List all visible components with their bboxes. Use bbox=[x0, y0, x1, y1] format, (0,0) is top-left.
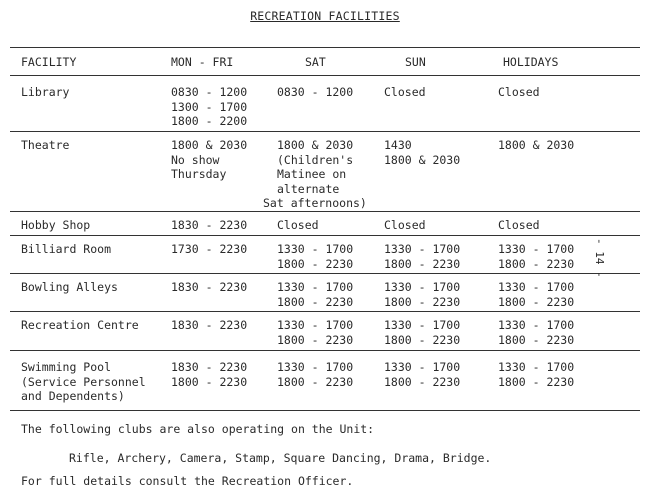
cell-line: 1800 & 2030 bbox=[171, 138, 248, 152]
clubs-intro: The following clubs are also operating on the Unit: bbox=[21, 422, 375, 436]
cell-line: Thursday bbox=[171, 167, 227, 181]
sat-cell bbox=[277, 242, 353, 271]
cell-line: 1430 bbox=[384, 138, 412, 152]
cell-line: 1730 - 2230 bbox=[171, 242, 248, 256]
cell-line: 1800 & 2030 bbox=[277, 138, 354, 152]
cell-line: 1330 - 1700 bbox=[498, 360, 575, 374]
facility-cell bbox=[21, 360, 146, 404]
facility-cell bbox=[21, 242, 111, 257]
mon-fri-cell bbox=[171, 280, 247, 295]
facility-cell bbox=[21, 280, 118, 295]
cell-line: 1330 - 1700 bbox=[498, 242, 575, 256]
cell-line: 1330 - 1700 bbox=[384, 280, 461, 294]
sat-cell bbox=[277, 360, 353, 389]
sun-cell bbox=[384, 318, 460, 347]
rule-header bbox=[10, 75, 640, 76]
cell-line: 1330 - 1700 bbox=[277, 242, 354, 256]
row-rule bbox=[10, 350, 640, 351]
sun-cell bbox=[384, 218, 426, 233]
sun-cell bbox=[384, 280, 460, 309]
mon-fri-cell bbox=[171, 360, 247, 389]
sat-cell bbox=[277, 85, 353, 100]
cell-line: 1330 - 1700 bbox=[277, 280, 354, 294]
cell-line: Closed bbox=[498, 85, 540, 99]
cell-line: 1830 - 2230 bbox=[171, 360, 248, 374]
cell-line: No show bbox=[171, 152, 220, 167]
cell-line: 1800 - 2230 bbox=[498, 374, 575, 389]
cell-line: Sat afternoons) bbox=[263, 196, 367, 210]
clubs-list: Rifle, Archery, Camera, Stamp, Square Dancing, Drama, Bridge. bbox=[69, 451, 492, 465]
cell-line: 1800 - 2230 bbox=[498, 294, 575, 309]
cell-line: 1800 - 2230 bbox=[384, 294, 461, 309]
holidays-cell bbox=[498, 218, 540, 233]
cell-line: 0830 - 1200 bbox=[171, 85, 248, 99]
cell-line: (Service Personnel bbox=[21, 374, 146, 389]
header-holidays: HOLIDAYS bbox=[503, 55, 559, 69]
holidays-cell bbox=[498, 280, 574, 309]
header-sat: SAT bbox=[305, 55, 326, 69]
holidays-cell bbox=[498, 318, 574, 347]
cell-line: alternate bbox=[277, 181, 340, 196]
row-rule bbox=[10, 273, 640, 274]
cell-line: 1800 - 2230 bbox=[277, 374, 354, 389]
cell-line: 1330 - 1700 bbox=[498, 318, 575, 332]
cell-line: Closed bbox=[384, 85, 426, 99]
sat-cell bbox=[277, 280, 353, 309]
cell-line: Billiard Room bbox=[21, 242, 112, 256]
cell-line: 1330 - 1700 bbox=[384, 360, 461, 374]
cell-line: Swimming Pool bbox=[21, 360, 112, 374]
sun-cell bbox=[384, 138, 460, 167]
sun-cell bbox=[384, 85, 426, 100]
row-rule bbox=[10, 211, 640, 212]
cell-line: 1300 - 1700 bbox=[171, 99, 248, 114]
cell-line: 1800 - 2230 bbox=[384, 256, 461, 271]
cell-line: (Children's bbox=[277, 152, 354, 167]
cell-line: Closed bbox=[498, 218, 540, 232]
cell-line: 1330 - 1700 bbox=[384, 318, 461, 332]
table-header bbox=[0, 55, 650, 71]
cell-line: 1800 - 2230 bbox=[277, 256, 354, 271]
rule-top bbox=[10, 47, 640, 48]
cell-line: 1800 - 2230 bbox=[277, 332, 354, 347]
page-number: - 14 - bbox=[593, 238, 606, 278]
cell-line: 1330 - 1700 bbox=[384, 242, 461, 256]
row-rule bbox=[10, 235, 640, 236]
cell-line: Matinee on bbox=[277, 167, 347, 181]
sat-cell bbox=[277, 318, 353, 347]
row-rule bbox=[10, 311, 640, 312]
sun-cell bbox=[384, 360, 460, 389]
cell-line: 1800 - 2200 bbox=[171, 114, 248, 128]
facility-cell bbox=[21, 138, 69, 153]
cell-line: 1830 - 2230 bbox=[171, 318, 248, 332]
mon-fri-cell bbox=[171, 242, 247, 257]
cell-line: 1800 - 2230 bbox=[384, 374, 461, 389]
cell-line: 1800 & 2030 bbox=[498, 138, 575, 152]
mon-fri-cell bbox=[171, 318, 247, 333]
cell-line: 1330 - 1700 bbox=[498, 280, 575, 294]
holidays-cell bbox=[498, 85, 540, 100]
cell-line: 1330 - 1700 bbox=[277, 318, 354, 332]
mon-fri-cell bbox=[171, 85, 247, 129]
header-sun: SUN bbox=[405, 55, 426, 69]
sat-cell bbox=[277, 218, 319, 233]
facility-cell bbox=[21, 218, 90, 233]
cell-line: Closed bbox=[277, 218, 319, 232]
cell-line: and Dependents) bbox=[21, 389, 125, 403]
row-rule bbox=[10, 131, 640, 132]
row-rule bbox=[10, 410, 640, 411]
facility-cell bbox=[21, 318, 139, 333]
details-note: For full details consult the Recreation Officer. bbox=[21, 474, 354, 488]
header-mon-fri: MON - FRI bbox=[171, 55, 234, 69]
cell-line: 1800 - 2230 bbox=[384, 332, 461, 347]
mon-fri-cell bbox=[171, 218, 247, 233]
facility-cell bbox=[21, 85, 69, 100]
cell-line: 1800 - 2230 bbox=[498, 332, 575, 347]
sat-cell bbox=[263, 138, 367, 211]
holidays-cell bbox=[498, 360, 574, 389]
sun-cell bbox=[384, 242, 460, 271]
cell-line: 1330 - 1700 bbox=[277, 360, 354, 374]
cell-line: 1800 - 2230 bbox=[277, 294, 354, 309]
holidays-cell bbox=[498, 138, 574, 153]
holidays-cell bbox=[498, 242, 574, 271]
cell-line: Theatre bbox=[21, 138, 70, 152]
cell-line: 0830 - 1200 bbox=[277, 85, 354, 99]
cell-line: 1800 & 2030 bbox=[384, 152, 461, 167]
header-facility: FACILITY bbox=[21, 55, 77, 69]
cell-line: Closed bbox=[384, 218, 426, 232]
document-title: RECREATION FACILITIES bbox=[250, 9, 400, 23]
cell-line: 1800 - 2230 bbox=[171, 374, 248, 389]
cell-line: Recreation Centre bbox=[21, 318, 139, 332]
cell-line: Bowling Alleys bbox=[21, 280, 118, 294]
cell-line: 1830 - 2230 bbox=[171, 218, 248, 232]
cell-line: 1830 - 2230 bbox=[171, 280, 248, 294]
cell-line: 1800 - 2230 bbox=[498, 256, 575, 271]
cell-line: Hobby Shop bbox=[21, 218, 91, 232]
mon-fri-cell bbox=[171, 138, 247, 182]
cell-line: Library bbox=[21, 85, 70, 99]
